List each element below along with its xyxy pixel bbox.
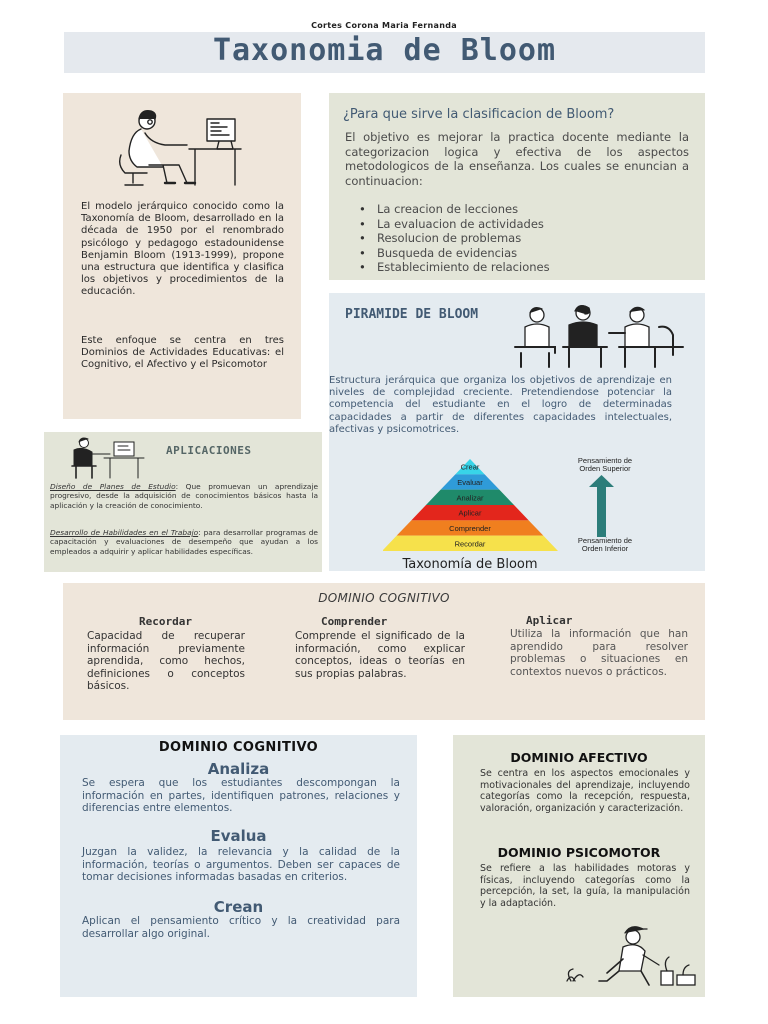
upper-order-label-line1: Pensamiento de — [577, 456, 633, 465]
comprender-text: Comprende el significado de la información, como explicar conceptos, ideas o teorías en sus propias palabras. — [295, 630, 465, 680]
pyramid-description: Estructura jerárquica que organiza los objetivos de aprendizaje en niveles de complejidad creciente. Pretendiendose potenciar la competencia del estudiante en el logro de determinadas capacidades a partir de diferentes capacidades intelectuales, afectivas y psicomotrices. — [329, 375, 672, 435]
person-at-computer-illustration — [115, 107, 245, 189]
aplicar-title: Aplicar — [526, 614, 573, 627]
analiza-text: Se espera que los estudiantes descompongan la información en partes, identifiquen patrones, relaciones y diferencias entre elementos. — [82, 777, 400, 815]
affective-heading: DOMINIO AFECTIVO — [510, 750, 648, 765]
pyramid-level-label: Aplicar — [458, 508, 482, 518]
affective-text: Se centra en los aspectos emocionales y motivacionales del aprendizaje, incluyendo categorías como la recepción, respuesta, valoración, organización y caracterización. — [480, 768, 690, 814]
application-1-title: Diseño de Planes de Estudio — [50, 482, 176, 491]
purpose-heading: ¿Para que sirve la clasificacion de Bloom? — [343, 107, 615, 122]
crean-text: Aplican el pensamiento crítico y la creatividad para desarrollar algo original. — [82, 915, 400, 940]
evalua-text: Juzgan la validez, la relevancia y la calidad de la información, teorías o argumentos. Deben ser capaces de tomar decisiones informadas basadas en criterios. — [82, 846, 400, 884]
page-title: Taxonomia de Bloom — [212, 33, 557, 68]
evalua-title: Evalua — [210, 827, 267, 845]
model-paragraph-2: Este enfoque se centra en tres Dominios de Actividades Educativas: el Cognitivo, el Afectivo y el Psicomotor — [81, 335, 284, 371]
arrow-head — [589, 475, 614, 487]
pyramid-card — [329, 293, 705, 571]
purpose-list-item: • Resolucion de problemas — [359, 231, 550, 246]
lower-order-label-line2: Orden Inferior — [581, 544, 629, 553]
author-name: Cortes Corona Maria Fernanda — [311, 21, 457, 30]
arrow-shaft — [597, 485, 606, 537]
application-2-title: Desarrollo de Habilidades en el Trabajo — [50, 528, 199, 537]
purpose-intro: El objetivo es mejorar la practica docente mediante la categorizacion logica y efectiva de los aspectos metodologicos de la enseñanza. Los cuales se enuncian a continuacion: — [345, 130, 689, 188]
purpose-list-item: • Busqueda de evidencias — [359, 246, 550, 261]
psychomotor-text: Se refiere a las habilidades motoras y físicas, incluyendo categorías como la percepción, la set, la guía, la manipulación y la adaptación. — [480, 863, 690, 909]
order-arrow — [589, 475, 614, 537]
lower-order-label-line1: Pensamiento de — [577, 536, 633, 545]
psychomotor-heading: DOMINIO PSICOMOTOR — [497, 845, 661, 860]
upper-order-label-line2: Orden Superior — [579, 464, 631, 473]
crean-title: Crean — [213, 898, 264, 916]
application-1-text: : Que promuevan un aprendizaje progresivo, desde la adquisición de conocimientos básicos hasta la aplicación y la creación de conocimiento. — [50, 482, 318, 510]
aplicar-text: Utiliza la información que han aprendido para resolver problemas o situaciones en contextos nuevos o prácticos. — [510, 628, 688, 678]
cognitive-heading-1: DOMINIO COGNITIVO — [318, 591, 450, 605]
recordar-title: Recordar — [139, 615, 192, 628]
application-2 — [50, 528, 318, 556]
cognitive-domain-card-2 — [60, 735, 417, 997]
cognitive-domain-card-1 — [63, 583, 705, 720]
applications-heading: APLICACIONES — [166, 444, 252, 457]
recordar-text: Capacidad de recuperar información previamente aprendida, como hechos, definiciones o conceptos básicos. — [87, 630, 245, 692]
applications-card — [44, 432, 322, 572]
purpose-list-item: • Establecimiento de relaciones — [359, 260, 550, 275]
bloom-pyramid-diagram — [383, 453, 703, 573]
application-2-text: : para desarrollar programas de capacitación y evaluaciones de desempeño que ayudan a los empleados a adquirir y aplicar habilidades específicas. — [50, 528, 318, 556]
gardening-person-illustration — [563, 921, 703, 995]
pyramid-level-label: Comprender — [449, 524, 491, 533]
purpose-card — [329, 93, 705, 280]
meeting-people-illustration — [509, 303, 689, 369]
pyramid-level-label: Analizar — [456, 493, 484, 503]
purpose-list-item: • La evaluacion de actividades — [359, 217, 550, 232]
comprender-title: Comprender — [321, 615, 388, 628]
pyramid-level-label: Recordar — [454, 539, 486, 549]
model-paragraph-1: El modelo jerárquico conocido como la Taxonomía de Bloom, desarrollado en la década de 1950 por el renombrado psicólogo y pedagogo estadounidense Benjamin Bloom (1913-1999), propone una estructura que identifica y clasifica los objetivos y procedimientos de la educación. — [81, 201, 284, 298]
affective-psychomotor-card — [453, 735, 705, 997]
pyramid-caption: Taxonomía de Bloom — [402, 557, 538, 572]
pyramid-level-label: Crear — [460, 462, 480, 472]
purpose-list-item: • La creacion de lecciones — [359, 202, 550, 217]
purpose-list — [359, 202, 550, 275]
person-at-desk-illustration — [68, 436, 146, 480]
pyramid-level-label: Evaluar — [457, 478, 483, 487]
title-banner — [64, 32, 705, 73]
application-1 — [50, 482, 318, 510]
model-description-card — [63, 93, 301, 419]
analiza-title: Analiza — [207, 760, 270, 778]
pyramid-heading: PIRAMIDE DE BLOOM — [345, 307, 479, 322]
cognitive-heading-2: DOMINIO COGNITIVO — [158, 740, 319, 755]
